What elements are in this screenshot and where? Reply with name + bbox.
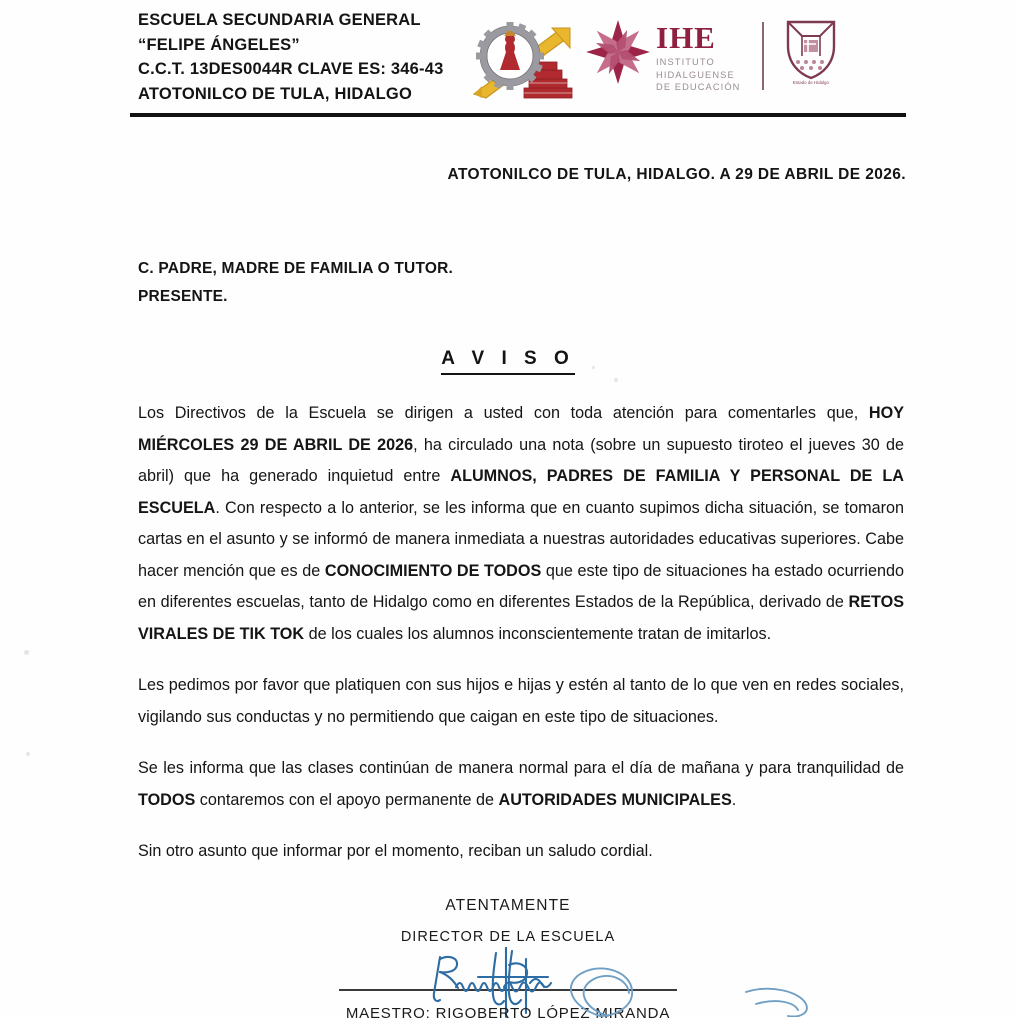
p1-bold-4: RETOS VIRALES DE TIK TOK (138, 593, 904, 643)
ihe-title: IHE (656, 20, 716, 55)
p1-bold-3: CONOCIMIENTO DE TODOS (324, 561, 542, 580)
p1-text-2: , ha circulado una nota (sobre un supuesto tiroteo el jueves 30 de abril) que ha generado inquietud entre (138, 435, 904, 485)
school-identity-block (138, 8, 443, 106)
body-paragraph-1 (138, 398, 904, 650)
scan-speck (24, 650, 29, 655)
page-title: A V I S O (441, 348, 575, 375)
scan-speck (614, 378, 618, 382)
addressee-line-2: PRESENTE. (138, 288, 228, 305)
p1-bold-1: HOY MIÉRCOLES 29 DE ABRIL DE 2026 (138, 404, 904, 454)
p1-text-4: que este tipo de situaciones ha estado ocurriendo en diferentes escuelas, tanto de Hidalgo como en diferentes Estados de la República, derivado de (138, 561, 904, 611)
official-seal-swirl (560, 962, 860, 1017)
scan-speck (592, 366, 595, 369)
addressee-block (138, 255, 453, 311)
school-cct-line: C.C.T. 13DES0044R CLAVE ES: 346-43 (138, 60, 444, 78)
p1-text-5: de los cuales los alumnos inconscientemente tratan de imitarlos. (304, 624, 772, 643)
school-name-line-1: ESCUELA SECUNDARIA GENERAL (138, 11, 421, 29)
p3-bold-2: AUTORIDADES MUNICIPALES (498, 790, 732, 809)
school-location-line: ATOTONILCO DE TULA, HIDALGO (138, 84, 412, 103)
signature-role: DIRECTOR DE LA ESCUELA (400, 929, 616, 945)
ihe-logo (584, 18, 754, 98)
p1-bold-2: ALUMNOS, PADRES DE FAMILIA Y PERSONAL DE LA ESCUELA (138, 467, 904, 517)
signature-block (0, 897, 1016, 1022)
signatory-name: MAESTRO: RIGOBERTO LÓPEZ MIRANDA (345, 1005, 671, 1022)
school-name-line-2: “FELIPE ÁNGELES” (138, 35, 300, 54)
ihe-wordmark (656, 22, 754, 94)
body-paragraph-2: Les pedimos por favor que platiquen con sus hijos e hijas y estén al tanto de lo que ven en redes sociales, vigilando sus conductas y no permitiendo que caigan en este tipo de situaciones. (138, 676, 904, 726)
state-seal-caption: Estado de Hidalgo (793, 80, 829, 85)
document-header (0, 0, 1016, 118)
p3-text-2: contaremos con el apoyo permanente de (195, 790, 499, 809)
ihe-subtitle-line-1: INSTITUTO HIDALGUENSE (656, 57, 735, 80)
header-divider-rule (130, 113, 906, 117)
hidalgo-state-seal-icon (778, 16, 844, 102)
document-title-wrap (0, 348, 1016, 375)
p1-text-1: Los Directivos de la Escuela se dirigen a usted con toda atención para comentarles que, (138, 404, 869, 422)
date-line: ATOTONILCO DE TULA, HIDALGO. A 29 DE ABRIL DE 2026. (447, 166, 906, 183)
p3-text-3: . (731, 790, 737, 809)
signature-area (0, 951, 1016, 1009)
ihe-star-icon (584, 18, 652, 88)
document-body (138, 398, 904, 868)
header-logos (466, 8, 846, 108)
school-emblem-icon (466, 14, 578, 106)
ihe-subtitle-line-2: DE EDUCACIÓN (656, 82, 741, 92)
p3-text-1: Se les informa que las clases continúan de manera normal para el día de mañana y para tranquilidad de (138, 759, 904, 777)
addressee-line-1: C. PADRE, MADRE DE FAMILIA O TUTOR. (138, 260, 453, 277)
body-paragraph-4: Sin otro asunto que informar por el momento, reciban un saludo cordial. (138, 842, 653, 860)
scan-speck (26, 752, 30, 756)
p3-bold-1: TODOS (138, 790, 196, 809)
p1-text-3: . Con respecto a lo anterior, se les informa que en cuanto supimos dicha situación, se tomaron cartas en el asunto y se informó de manera inmediata a nuestras autoridades educativas superiores. Cabe hacer mención que es de (138, 498, 904, 580)
body-paragraph-3 (138, 753, 904, 816)
logo-divider (762, 22, 764, 90)
signature-closing: ATENTAMENTE (445, 897, 571, 914)
